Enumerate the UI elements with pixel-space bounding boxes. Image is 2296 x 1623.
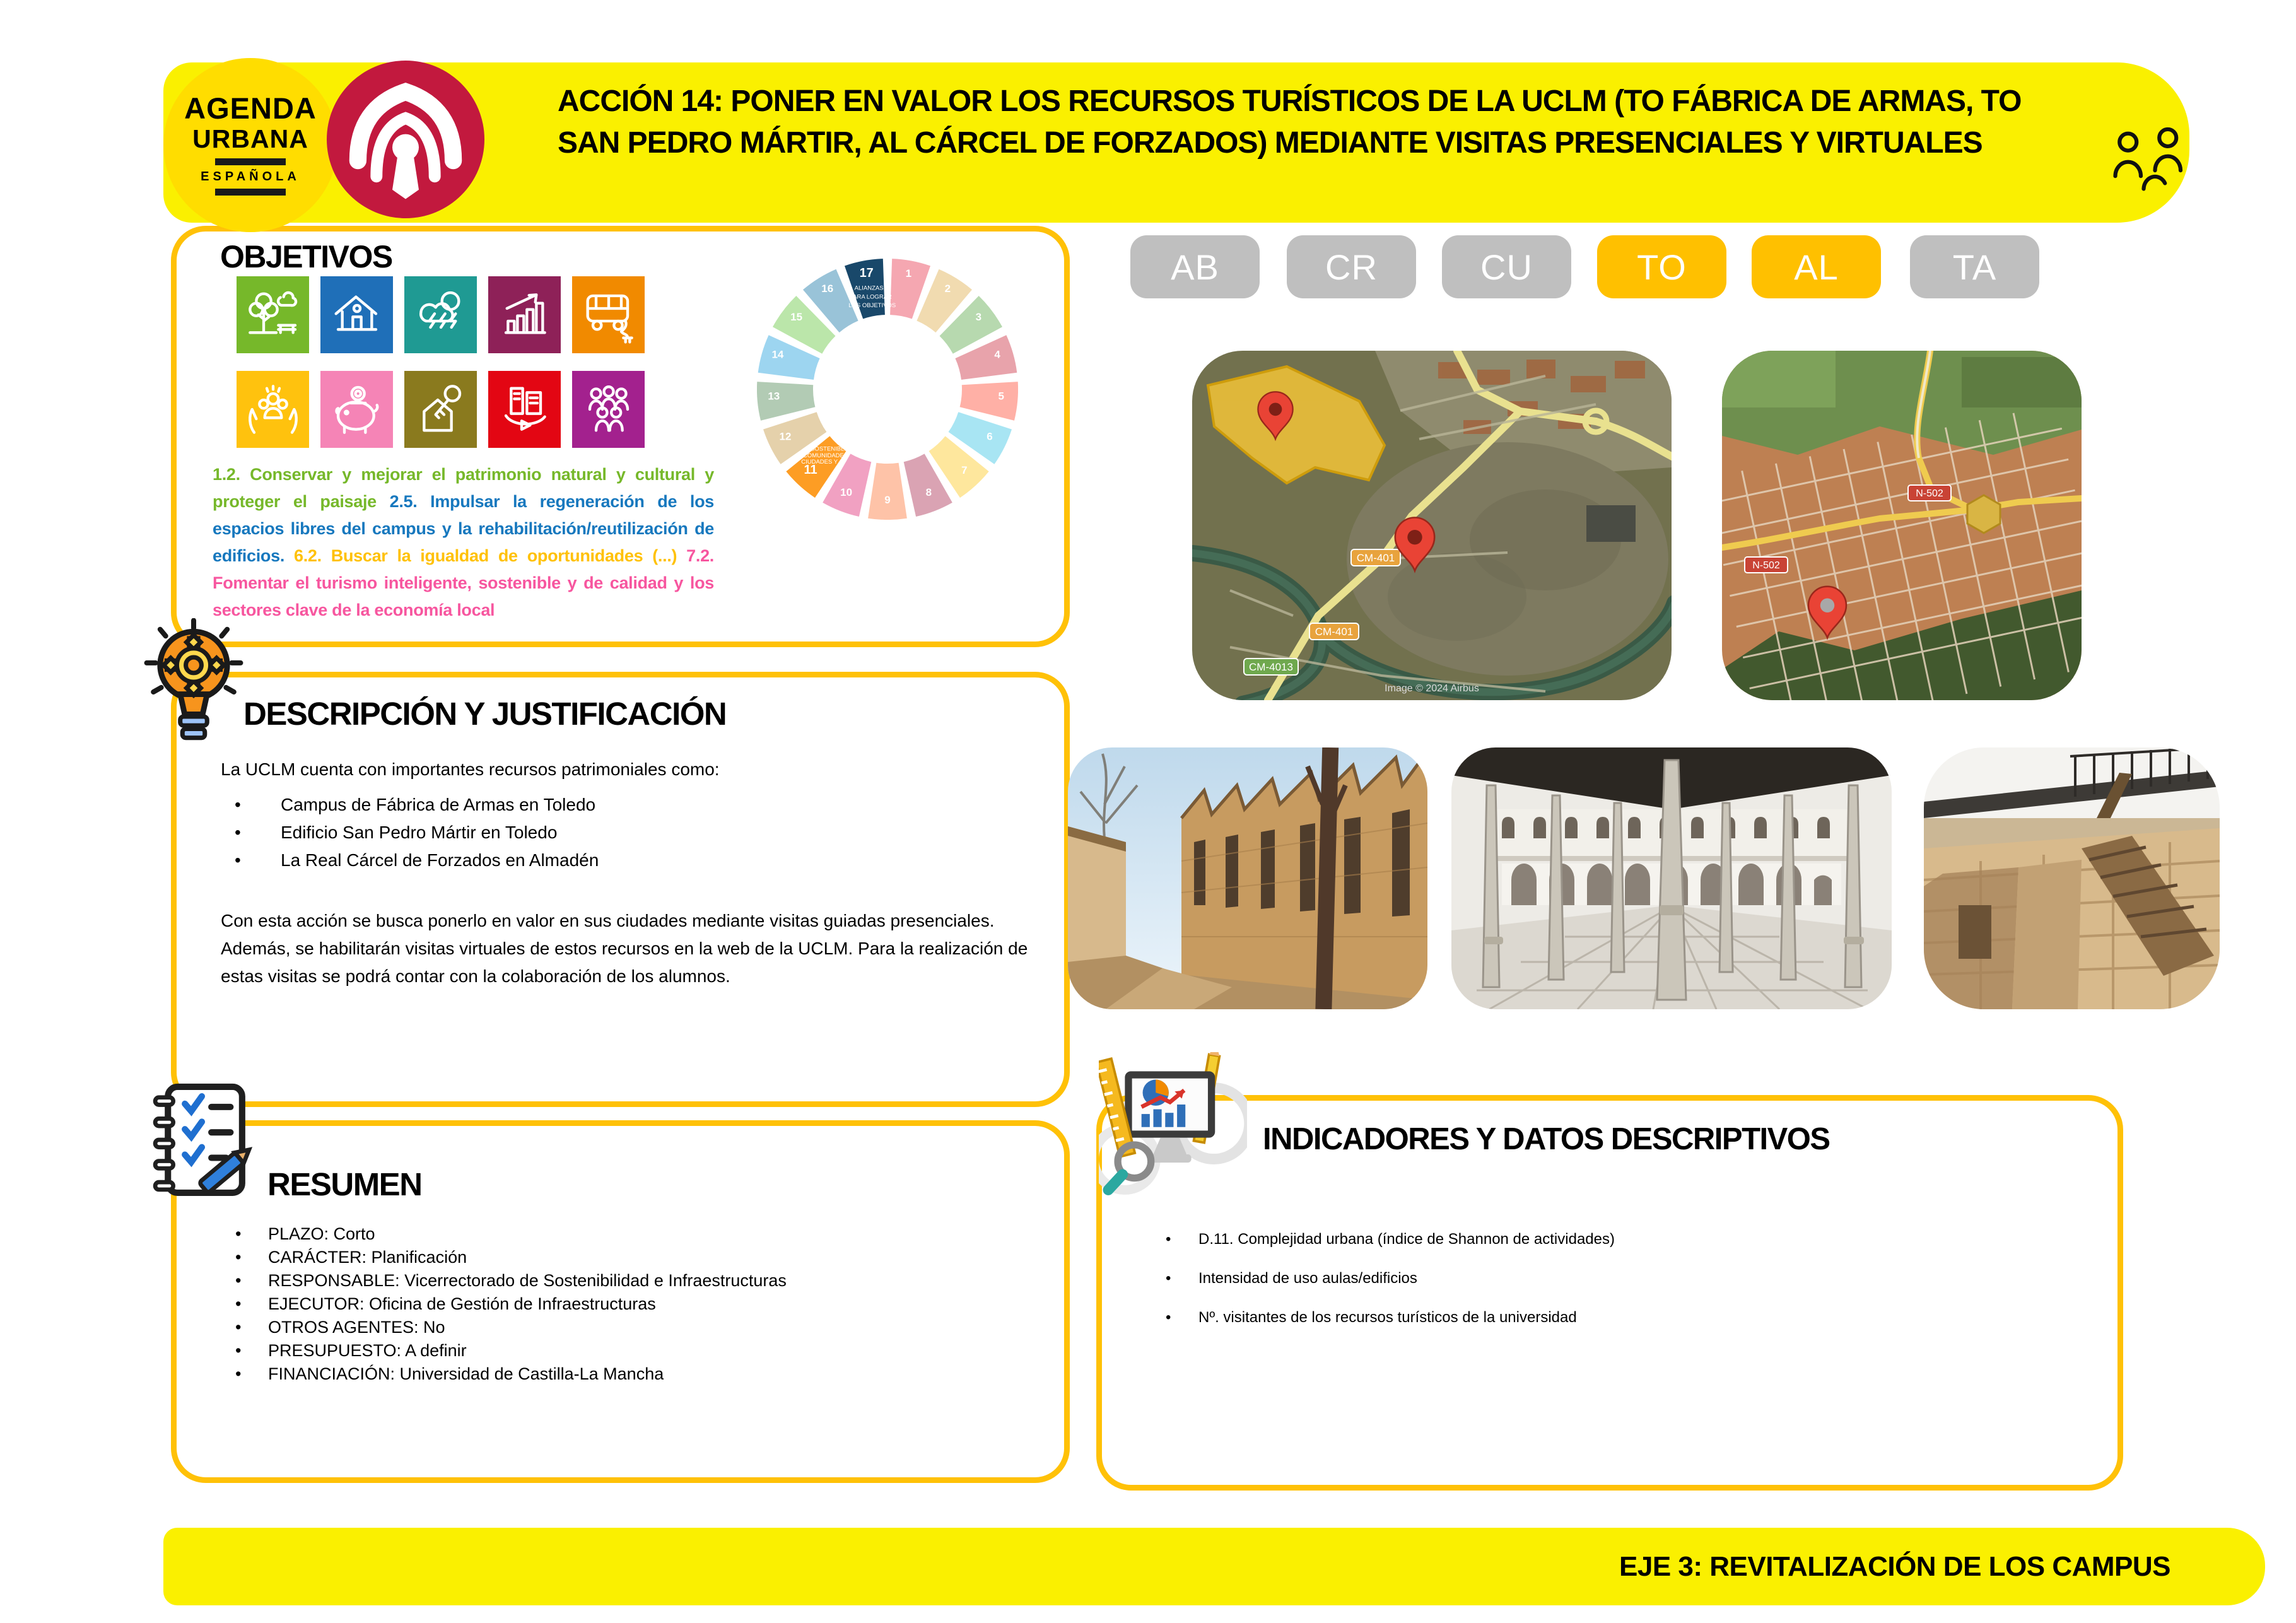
logo-line2: URBANA <box>192 124 308 153</box>
descripcion-bullet: • Campus de Fábrica de Armas en Toledo <box>221 791 1034 819</box>
svg-text:CM-401: CM-401 <box>1315 626 1354 638</box>
indicadores-item: • Intensidad de uso aulas/edificios <box>1154 1259 2069 1298</box>
objective-tile-climate <box>404 276 477 353</box>
road-badge <box>1244 659 1298 675</box>
resumen-item: • OTROS AGENTES: No <box>224 1316 1031 1339</box>
svg-text:7: 7 <box>961 464 968 476</box>
tab-to[interactable]: TO <box>1597 235 1726 298</box>
svg-text:CM-4013: CM-4013 <box>1249 661 1293 673</box>
svg-text:16: 16 <box>821 283 834 295</box>
footer-text: EJE 3: REVITALIZACIÓN DE LOS CAMPUS <box>1619 1550 2170 1582</box>
housing-icon <box>325 281 389 348</box>
objetivos-text <box>213 461 714 624</box>
indicadores-title: INDICADORES Y DATOS DESCRIPTIVOS <box>1263 1122 1830 1156</box>
resumen-item: • FINANCIACIÓN: Universidad de Castilla-La Mancha <box>224 1362 1031 1386</box>
svg-text:SOSTENIBLES: SOSTENIBLES <box>811 445 853 453</box>
economy-growth-icon <box>493 281 556 348</box>
tab-cr[interactable]: CR <box>1287 235 1416 298</box>
objetivos-text-segment: 7.2. Fomentar el turismo inteligente, sostenible y de calidad y los sectores clave de la economía local <box>213 546 715 619</box>
logo-rule <box>215 189 286 196</box>
tab-al[interactable]: AL <box>1752 235 1881 298</box>
svg-text:13: 13 <box>768 390 780 402</box>
svg-text:14: 14 <box>771 348 784 361</box>
objective-tile-sustainable-mobility <box>572 276 645 353</box>
descripcion-intro: La UCLM cuenta con importantes recursos patrimoniales como: <box>221 759 720 779</box>
page-title-line2: SAN PEDRO MÁRTIR, AL CÁRCEL DE FORZADOS) MEDIANTE VISITAS PRESENCIALES Y VIRTUALES <box>558 126 1983 160</box>
sdg-segment-9 <box>868 463 907 520</box>
descripcion-title: DESCRIPCIÓN Y JUSTIFICACIÓN <box>243 696 727 732</box>
indicadores-item: • Nº. visitantes de los recursos turísticos de la universidad <box>1154 1298 2069 1337</box>
objective-tile-housing-access <box>404 371 477 448</box>
analytics-monitor-icon <box>1099 1052 1247 1197</box>
svg-text:10: 10 <box>840 486 853 498</box>
svg-text:6: 6 <box>987 430 993 443</box>
objetivos-text-segment: 2.5. Impulsar la regeneración de los espacios libres del campus y la rehabilitación/reutilización de edificios. <box>213 492 714 565</box>
objective-tile-digital-innovation <box>488 371 561 448</box>
logo-line3: ESPAÑOLA <box>201 169 300 184</box>
descripcion-bullet: • La Real Cárcel de Forzados en Almadén <box>221 847 1034 874</box>
resumen-item: • CARÁCTER: Planificación <box>224 1246 1031 1269</box>
objective-tile-economy-growth <box>488 276 561 353</box>
arch-icon <box>339 73 472 206</box>
descripcion-bullets <box>221 791 1034 874</box>
logo-line1: AGENDA <box>184 91 317 125</box>
lightbulb-gear-icon <box>137 618 250 741</box>
logo-rule <box>215 158 286 165</box>
tab-ab[interactable]: AB <box>1130 235 1260 298</box>
objetivos-title: OBJETIVOS <box>220 239 392 274</box>
map-attribution: Image © 2024 Airbus <box>1385 683 1479 694</box>
people-group-icon <box>2107 119 2192 197</box>
photo-claustro-san-pedro-martir <box>1451 747 1892 1009</box>
road-badge <box>1351 549 1400 566</box>
objective-tile-parks-nature <box>237 276 309 353</box>
objective-tile-local-economy <box>320 371 393 448</box>
photo-carcel-de-forzados <box>1924 747 2220 1009</box>
svg-text:8: 8 <box>925 486 932 498</box>
resumen-item: • EJECUTOR: Oficina de Gestión de Infraestructuras <box>224 1292 1031 1316</box>
objective-tile-governance <box>572 371 645 448</box>
svg-text:COMUNIDADES: COMUNIDADES <box>802 452 848 459</box>
footer-bar <box>163 1528 2265 1605</box>
road-badge <box>1309 623 1359 640</box>
notebook-checklist-icon <box>149 1080 255 1206</box>
digital-innovation-icon <box>493 376 556 443</box>
svg-text:LOS OBJETIVOS: LOS OBJETIVOS <box>848 302 896 310</box>
tab-cu[interactable]: CU <box>1442 235 1571 298</box>
indicadores-list <box>1154 1220 2069 1337</box>
svg-text:3: 3 <box>975 310 982 323</box>
svg-text:12: 12 <box>779 430 792 443</box>
svg-text:PARA LOGRAR: PARA LOGRAR <box>849 293 892 301</box>
objective-tile-social-cohesion <box>237 371 309 448</box>
sdg-segment-5 <box>960 382 1018 421</box>
svg-text:N-502: N-502 <box>1752 560 1780 571</box>
objetivos-tiles <box>237 276 729 453</box>
svg-text:11: 11 <box>804 462 817 477</box>
social-cohesion-icon <box>242 376 305 443</box>
parks-nature-icon <box>242 281 305 348</box>
descripcion-body <box>221 756 1034 990</box>
sdg-wheel <box>757 259 1018 520</box>
page-title-line1: ACCIÓN 14: PONER EN VALOR LOS RECURSOS TURÍSTICOS DE LA UCLM (TO FÁBRICA DE ARMAS, TO <box>558 85 2022 118</box>
tab-ta[interactable]: TA <box>1910 235 2039 298</box>
agenda-urbana-logo <box>163 58 337 232</box>
svg-text:5: 5 <box>998 390 1004 402</box>
svg-text:2: 2 <box>944 283 951 295</box>
svg-text:N-502: N-502 <box>1916 488 1943 499</box>
photo-fabrica-de-armas <box>1068 747 1427 1009</box>
svg-text:17: 17 <box>859 266 874 281</box>
resumen-list <box>224 1222 1031 1386</box>
climate-icon <box>409 281 472 348</box>
objetivos-text-segment: 6.2. Buscar la igualdad de oportunidades (...) <box>293 546 687 565</box>
objetivos-text-segment: 1.2. Conservar y mejorar el patrimonio natural y cultural y proteger el paisaje <box>213 465 714 511</box>
svg-text:9: 9 <box>884 494 891 506</box>
resumen-item: • PLAZO: Corto <box>224 1222 1031 1246</box>
sustainable-mobility-icon <box>577 281 640 348</box>
housing-access-icon <box>409 376 472 443</box>
svg-text:15: 15 <box>790 310 803 323</box>
descripcion-paragraph: Con esta acción se busca ponerlo en valor en sus ciudades mediante visitas guiadas presenciales. Además, se habilitarán visitas virtuales de estos recursos en la web de la UCLM. Para la realización de estas visitas se podrá contar con la colaboración de los alumnos. <box>221 911 1028 986</box>
sdg-segment-13 <box>757 382 815 421</box>
svg-text:4: 4 <box>994 348 1000 361</box>
svg-text:CIUDADES Y: CIUDADES Y <box>801 459 838 466</box>
local-economy-icon <box>325 376 389 443</box>
resumen-item: • PRESUPUESTO: A definir <box>224 1339 1031 1362</box>
resumen-title: RESUMEN <box>267 1166 422 1202</box>
objective-tile-housing <box>320 276 393 353</box>
svg-text:1: 1 <box>905 267 912 280</box>
indicadores-item: • D.11. Complejidad urbana (índice de Shannon de actividades) <box>1154 1220 2069 1259</box>
svg-text:ALIANZAS: ALIANZAS <box>854 284 884 292</box>
governance-icon <box>577 376 640 443</box>
road-badge <box>1745 557 1788 573</box>
page-title <box>558 81 2090 164</box>
road-badge <box>1908 485 1951 501</box>
descripcion-bullet: • Edificio San Pedro Mártir en Toledo <box>221 819 1034 847</box>
resumen-item: • RESPONSABLE: Vicerrectorado de Sostenibilidad e Infraestructuras <box>224 1269 1031 1292</box>
svg-text:CM-401: CM-401 <box>1356 552 1395 564</box>
map-almaden <box>1722 351 2082 700</box>
map-toledo <box>1192 351 1672 700</box>
uclm-arch-logo <box>327 61 484 218</box>
